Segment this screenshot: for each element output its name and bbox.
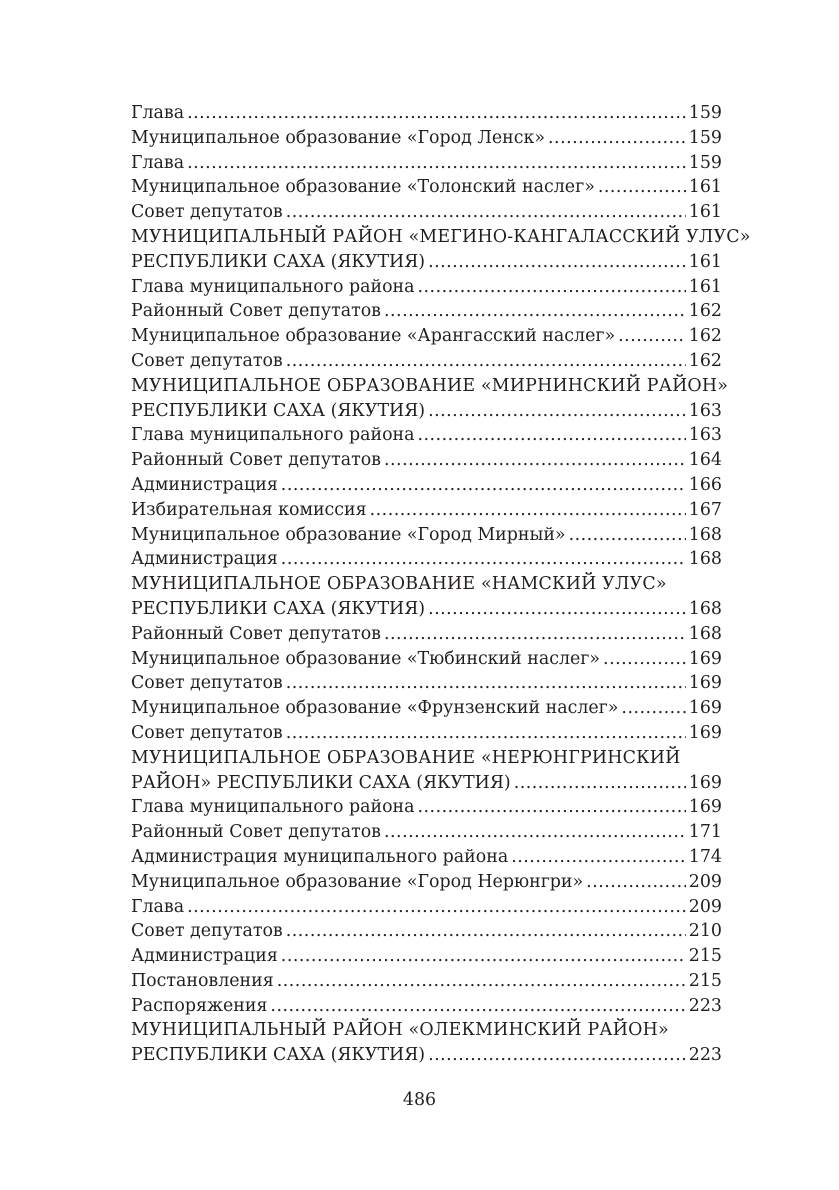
- dot-leader: [384, 622, 686, 647]
- dot-leader: [270, 994, 685, 1019]
- toc-entry-page: 168: [688, 623, 722, 644]
- dot-leader: [428, 250, 686, 275]
- toc-entry-page: 163: [688, 425, 722, 446]
- toc-entry-page: 174: [688, 846, 722, 867]
- toc-entry-page: 223: [688, 1045, 722, 1066]
- toc-entry-title: РЕСПУБЛИКИ САХА (ЯКУТИЯ): [131, 400, 426, 421]
- toc-entry-page: 162: [688, 350, 722, 371]
- toc-entry: [131, 473, 722, 498]
- dot-leader: [569, 523, 686, 548]
- toc-entry-title: Администрация: [131, 549, 278, 570]
- toc-entry-page: 159: [688, 103, 722, 123]
- toc-entry-title: Районный Совет депутатов: [131, 822, 381, 843]
- dot-leader: [418, 275, 686, 300]
- toc-entry-page: 161: [688, 177, 722, 198]
- table-of-contents: [131, 101, 751, 1068]
- toc-entry-page: 209: [688, 896, 722, 917]
- dot-leader: [418, 423, 686, 448]
- toc-entry-page: 162: [688, 326, 722, 347]
- toc-section-heading: МУНИЦИПАЛЬНЫЙ РАЙОН «МЕГИНО-КАНГАЛАССКИЙ УЛУС»: [131, 226, 751, 247]
- toc-entry: [131, 597, 722, 622]
- toc-section-heading: МУНИЦИПАЛЬНОЕ ОБРАЗОВАНИЕ «МИРНИНСКИЙ РАЙОН»: [131, 375, 729, 396]
- dot-leader: [370, 498, 686, 523]
- dot-leader: [281, 547, 686, 572]
- toc-section-heading: МУНИЦИПАЛЬНОЕ ОБРАЗОВАНИЕ «НЕРЮНГРИНСКИЙ: [131, 747, 681, 768]
- toc-entry: [131, 969, 722, 994]
- toc-entry-title: Муниципальное образование «Арангасский наслег»: [131, 326, 616, 347]
- toc-entry-page: 223: [688, 995, 722, 1016]
- dot-leader: [548, 126, 686, 151]
- toc-entry-page: 161: [688, 251, 722, 272]
- toc-entry-title: Совет депутатов: [131, 350, 283, 371]
- toc-entry-page: 169: [688, 797, 722, 818]
- toc-entry-title: РЕСПУБЛИКИ САХА (ЯКУТИЯ): [131, 1045, 426, 1066]
- toc-entry: [131, 870, 722, 895]
- toc-entry-title: Глава: [131, 103, 185, 123]
- toc-entry: [131, 696, 722, 721]
- dot-leader: [277, 969, 686, 994]
- toc-entry: [131, 151, 722, 176]
- page-number: 486: [402, 1090, 437, 1110]
- toc-entry: [131, 250, 722, 275]
- toc-entry: [131, 423, 722, 448]
- toc-entry-page: 167: [688, 499, 722, 520]
- toc-entry-title: РАЙОН» РЕСПУБЛИКИ САХА (ЯКУТИЯ): [131, 772, 511, 793]
- toc-entry-page: 166: [688, 474, 722, 495]
- toc-entry-page: 163: [688, 400, 722, 421]
- dot-leader: [428, 597, 686, 622]
- toc-entry: [131, 919, 722, 944]
- toc-entry: [131, 721, 722, 746]
- toc-entry: [131, 324, 722, 349]
- toc-entry-title: Муниципальное образование «Город Мирный»: [131, 524, 566, 545]
- dot-leader: [598, 175, 686, 200]
- dot-leader: [618, 324, 686, 349]
- toc-entry-title: Районный Совет депутатов: [131, 301, 381, 322]
- toc-entry-title: Муниципальное образование «Тюбинский наслег»: [131, 648, 601, 669]
- toc-entry-title: Администрация: [131, 474, 278, 495]
- toc-entry-title: Глава муниципального района: [131, 425, 415, 446]
- toc-entry-page: 215: [688, 970, 722, 991]
- toc-entry: [131, 175, 722, 200]
- toc-entry: [131, 101, 722, 126]
- dot-leader: [384, 299, 686, 324]
- toc-entry-page: 161: [688, 276, 722, 297]
- toc-entry-title: Глава муниципального района: [131, 276, 415, 297]
- toc-entry-page: 169: [688, 698, 722, 719]
- toc-entry: [131, 944, 722, 969]
- dot-leader: [511, 845, 686, 870]
- toc-entry-title: РЕСПУБЛИКИ САХА (ЯКУТИЯ): [131, 598, 426, 619]
- toc-entry-title: Совет депутатов: [131, 921, 283, 942]
- toc-entry-title: Глава муниципального района: [131, 797, 415, 818]
- dot-leader: [286, 200, 686, 225]
- dot-leader: [281, 944, 686, 969]
- toc-entry: [131, 299, 722, 324]
- toc-entry-title: Районный Совет депутатов: [131, 623, 381, 644]
- toc-entry-title: Совет депутатов: [131, 722, 283, 743]
- toc-entry: [131, 1043, 722, 1068]
- toc-entry: [131, 523, 722, 548]
- toc-entry-page: 171: [688, 822, 722, 843]
- dot-leader: [286, 349, 686, 374]
- toc-entry-page: 169: [688, 673, 722, 694]
- toc-entry: [131, 275, 722, 300]
- toc-entry-title: Распоряжения: [131, 995, 268, 1016]
- toc-entry: [131, 845, 722, 870]
- toc-entry: [131, 771, 722, 796]
- dot-leader: [286, 721, 686, 746]
- toc-entry: [131, 547, 722, 572]
- toc-entry-title: Постановления: [131, 970, 274, 991]
- toc-entry-title: Муниципальное образование «Город Ленск»: [131, 127, 546, 148]
- toc-entry: [131, 820, 722, 845]
- dot-leader: [384, 448, 686, 473]
- toc-entry: [131, 399, 722, 424]
- toc-entry-page: 169: [688, 648, 722, 669]
- dot-leader: [418, 795, 686, 820]
- toc-section-heading: МУНИЦИПАЛЬНЫЙ РАЙОН «ОЛЕКМИНСКИЙ РАЙОН»: [131, 1020, 669, 1041]
- toc-entry: [131, 448, 722, 473]
- toc-entry: [131, 200, 722, 225]
- toc-entry-page: 162: [688, 301, 722, 322]
- toc-entry: [131, 795, 722, 820]
- toc-entry-page: 159: [688, 127, 722, 148]
- toc-entry-page: 169: [688, 722, 722, 743]
- dot-leader: [187, 895, 686, 920]
- dot-leader: [586, 870, 686, 895]
- toc-entry-title: Совет депутатов: [131, 202, 283, 223]
- toc-entry-title: Избирательная комиссия: [131, 499, 367, 520]
- toc-entry-page: 168: [688, 549, 722, 570]
- toc-entry-title: Администрация муниципального района: [131, 846, 509, 867]
- dot-leader: [286, 671, 686, 696]
- dot-leader: [187, 101, 686, 126]
- toc-section-heading: МУНИЦИПАЛЬНОЕ ОБРАЗОВАНИЕ «НАМСКИЙ УЛУС»: [131, 574, 667, 595]
- toc-entry-title: Муниципальное образование «Толонский наслег»: [131, 177, 595, 198]
- toc-entry: [131, 895, 722, 920]
- toc-entry-page: 168: [688, 524, 722, 545]
- toc-entry: [131, 671, 722, 696]
- toc-entry-page: 209: [688, 871, 722, 892]
- dot-leader: [281, 473, 686, 498]
- toc-entry: [131, 349, 722, 374]
- dot-leader: [603, 647, 686, 672]
- toc-entry-page: 161: [688, 202, 722, 223]
- toc-entry-page: 215: [688, 946, 722, 967]
- toc-entry: [131, 647, 722, 672]
- toc-entry-title: Глава: [131, 152, 185, 173]
- dot-leader: [187, 151, 686, 176]
- toc-entry-title: Глава: [131, 896, 185, 917]
- dot-leader: [428, 399, 686, 424]
- toc-entry: [131, 622, 722, 647]
- dot-leader: [621, 696, 685, 721]
- toc-entry-page: 164: [688, 450, 722, 471]
- toc-entry-title: Администрация: [131, 946, 278, 967]
- toc-entry-page: 168: [688, 598, 722, 619]
- dot-leader: [428, 1043, 686, 1068]
- dot-leader: [384, 820, 686, 845]
- dot-leader: [514, 771, 686, 796]
- toc-entry: [131, 126, 722, 151]
- toc-entry-title: Совет депутатов: [131, 673, 283, 694]
- toc-entry-title: Муниципальное образование «Фрунзенский наслег»: [131, 698, 619, 719]
- toc-entry: [131, 498, 722, 523]
- dot-leader: [286, 919, 686, 944]
- toc-entry-page: 210: [688, 921, 722, 942]
- toc-entry-page: 159: [688, 152, 722, 173]
- toc-entry: [131, 994, 722, 1019]
- toc-entry-title: Муниципальное образование «Город Нерюнгри»: [131, 871, 584, 892]
- toc-entry-page: 169: [688, 772, 722, 793]
- toc-entry-title: РЕСПУБЛИКИ САХА (ЯКУТИЯ): [131, 251, 426, 272]
- toc-entry-title: Районный Совет депутатов: [131, 450, 381, 471]
